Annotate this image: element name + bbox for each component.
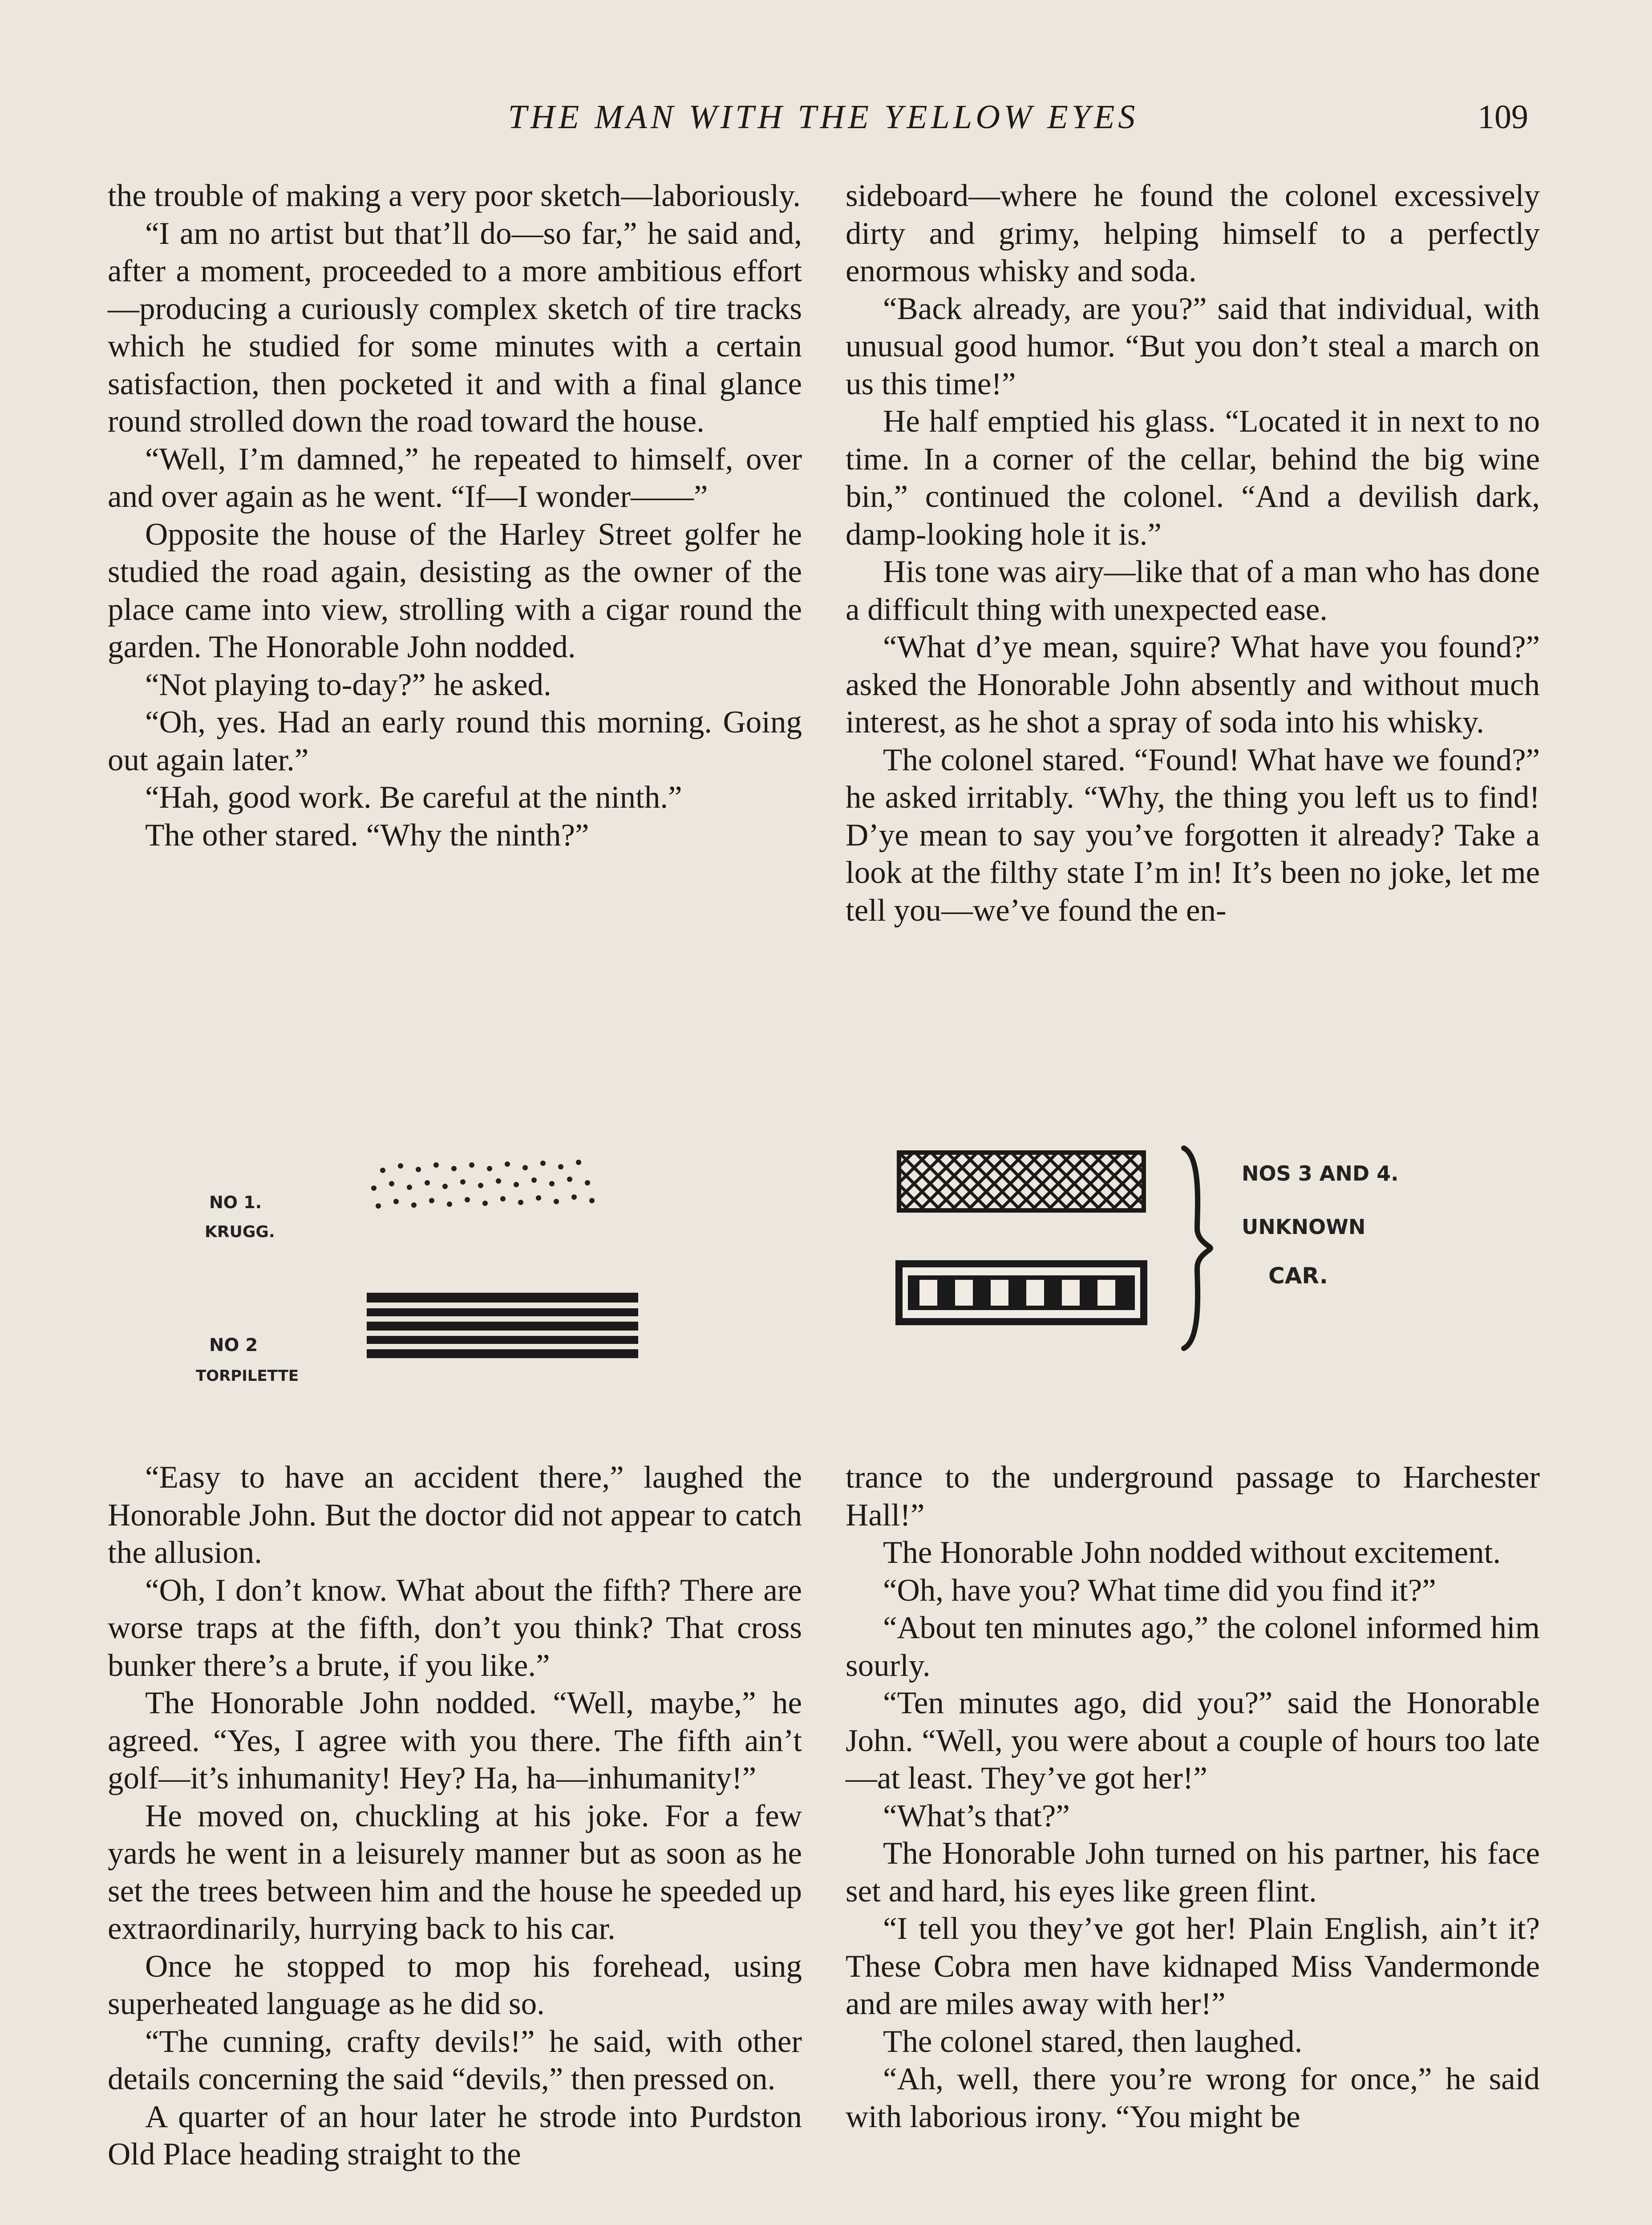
paragraph: He half emptied his glass. “Located it in next to no time. In a corner of the cellar, behind the big wine bin,” continued the colonel. “And a devilish dark, damp-looking hole it is.” <box>846 404 1540 552</box>
track-2-label: NO 2 <box>209 1335 258 1355</box>
ring-track <box>899 1264 1144 1322</box>
paragraph: He moved on, chuckling at his joke. For a few yards he went in a leisurely manner but as soon as he set the trees between him and the house he speeded up extraordinarily, hurrying back to his car. <box>108 1798 802 1946</box>
paragraph: Opposite the house of the Harley Street golfer he studied the road again, desisting as the owner of the place came into view, strolling with a cigar round the garden. The Honorable John nodded. <box>108 517 802 664</box>
paragraph: The other stared. “Why the ninth?” <box>145 817 589 853</box>
track-3-4-label: NOS 3 AND 4. <box>1242 1161 1399 1185</box>
track-3-4-unknown: UNKNOWN <box>1242 1215 1366 1239</box>
paragraph: The Honorable John turned on his partner, his face set and hard, his eyes like green flint. <box>846 1836 1540 1909</box>
paragraph: “Ten minutes ago, did you?” said the Honorable John. “Well, you were about a couple of hours too late—at least. They’ve got her!” <box>846 1686 1540 1796</box>
curly-brace <box>1184 1148 1211 1348</box>
paragraph: trance to the underground passage to Harchester Hall!” <box>846 1460 1540 1533</box>
paragraph: “What’s that?” <box>883 1798 1070 1833</box>
running-title: THE MAN WITH THE YELLOW EYES <box>508 98 1139 136</box>
dotted-track-krugg <box>371 1160 595 1209</box>
track-3-4-car: CAR. <box>1268 1263 1328 1289</box>
paragraph: “Hah, good work. Be careful at the ninth.” <box>145 780 682 815</box>
paragraph: His tone was airy—like that of a man who has done a difficult thing with unexpected ease. <box>846 554 1540 627</box>
tire-track-sketch-3-4 <box>890 1144 1482 1357</box>
paragraph: the trouble of making a very poor sketch—laboriously. <box>108 178 801 213</box>
track-2-name: TORPILETTE <box>196 1367 299 1385</box>
page-number: 109 <box>1478 98 1528 136</box>
crosshatch-track <box>899 1153 1144 1210</box>
paragraph: “About ten minutes ago,” the colonel informed him sourly. <box>846 1610 1540 1683</box>
paragraph: “Ah, well, there you’re wrong for once,” he said with laborious irony. “You might be <box>846 2062 1540 2134</box>
paragraph: A quarter of an hour later he strode into Purdston Old Place heading straight to the <box>108 2099 802 2172</box>
paragraph: The Honorable John nodded. “Well, maybe,” he agreed. “Yes, I agree with you there. The fifth ain’t golf—it’s inhumanity! Hey? Ha, ha—inhumanity!” <box>108 1686 802 1796</box>
tire-track-sketch-1-2 <box>196 1139 694 1406</box>
paragraph: “Oh, yes. Had an early round this morning. Going out again later.” <box>108 705 802 777</box>
right-column-bottom <box>846 1459 1540 2136</box>
paragraph: “Oh, I don’t know. What about the fifth? There are worse traps at the fifth, don’t you think? That cross bunker there’s a brute, if you like.” <box>108 1573 802 1683</box>
paragraph: “The cunning, crafty devils!” he said, with other details concerning the said “devils,” then pressed on. <box>108 2024 802 2096</box>
tire-track-drawings <box>196 1139 694 1406</box>
right-column-top <box>846 177 1540 929</box>
paragraph: Once he stopped to mop his forehead, using superheated language as he did so. <box>108 1949 802 2021</box>
striped-track-torpilette <box>367 1293 638 1358</box>
paragraph: The colonel stared. “Found! What have we found?” he asked irritably. “Why, the thing you left us to find! D’ye mean to say you’ve forgotten it already? Take a look at the filthy state I’m in! It’s been no joke, let me tell you—we’ve found the en- <box>846 742 1540 928</box>
paragraph: “What d’ye mean, squire? What have you found?” asked the Honorable John absently and without much interest, as he shot a spray of soda into his whisky. <box>846 630 1540 740</box>
paragraph: The Honorable John nodded without excitement. <box>883 1535 1501 1570</box>
paragraph: “Well, I’m damned,” he repeated to himself, over and over again as he went. “If—I wonder——” <box>108 441 802 514</box>
paragraph: The colonel stared, then laughed. <box>883 2024 1303 2059</box>
track-1-label: NO 1. <box>209 1193 262 1212</box>
paragraph: “I am no artist but that’ll do—so far,” he said and, after a moment, proceeded to a more ambitious effort—producing a curiously complex sketch of tire tracks which he studied for some minutes with a certain satisfaction, then pocketed it and with a final glance round strolled down the road toward the house. <box>108 216 802 439</box>
paragraph: “Oh, have you? What time did you find it?” <box>883 1573 1436 1608</box>
track-1-name: KRUGG. <box>205 1223 275 1241</box>
left-column-top <box>108 177 802 854</box>
paragraph: sideboard—where he found the colonel excessively dirty and grimy, helping himself to a perfectly enormous whisky and soda. <box>846 178 1540 288</box>
left-column-bottom <box>108 1459 802 2173</box>
paragraph: “Back already, are you?” said that individual, with unusual good humor. “But you don’t steal a march on us this time!” <box>846 291 1540 401</box>
paragraph: “Easy to have an accident there,” laughed the Honorable John. But the doctor did not appear to catch the allusion. <box>108 1460 802 1570</box>
paragraph: “Not playing to-day?” he asked. <box>145 667 551 702</box>
paragraph: “I tell you they’ve got her! Plain English, ain’t it? These Cobra men have kidnaped Miss Vandermonde and are miles away with her!” <box>846 1911 1540 2021</box>
